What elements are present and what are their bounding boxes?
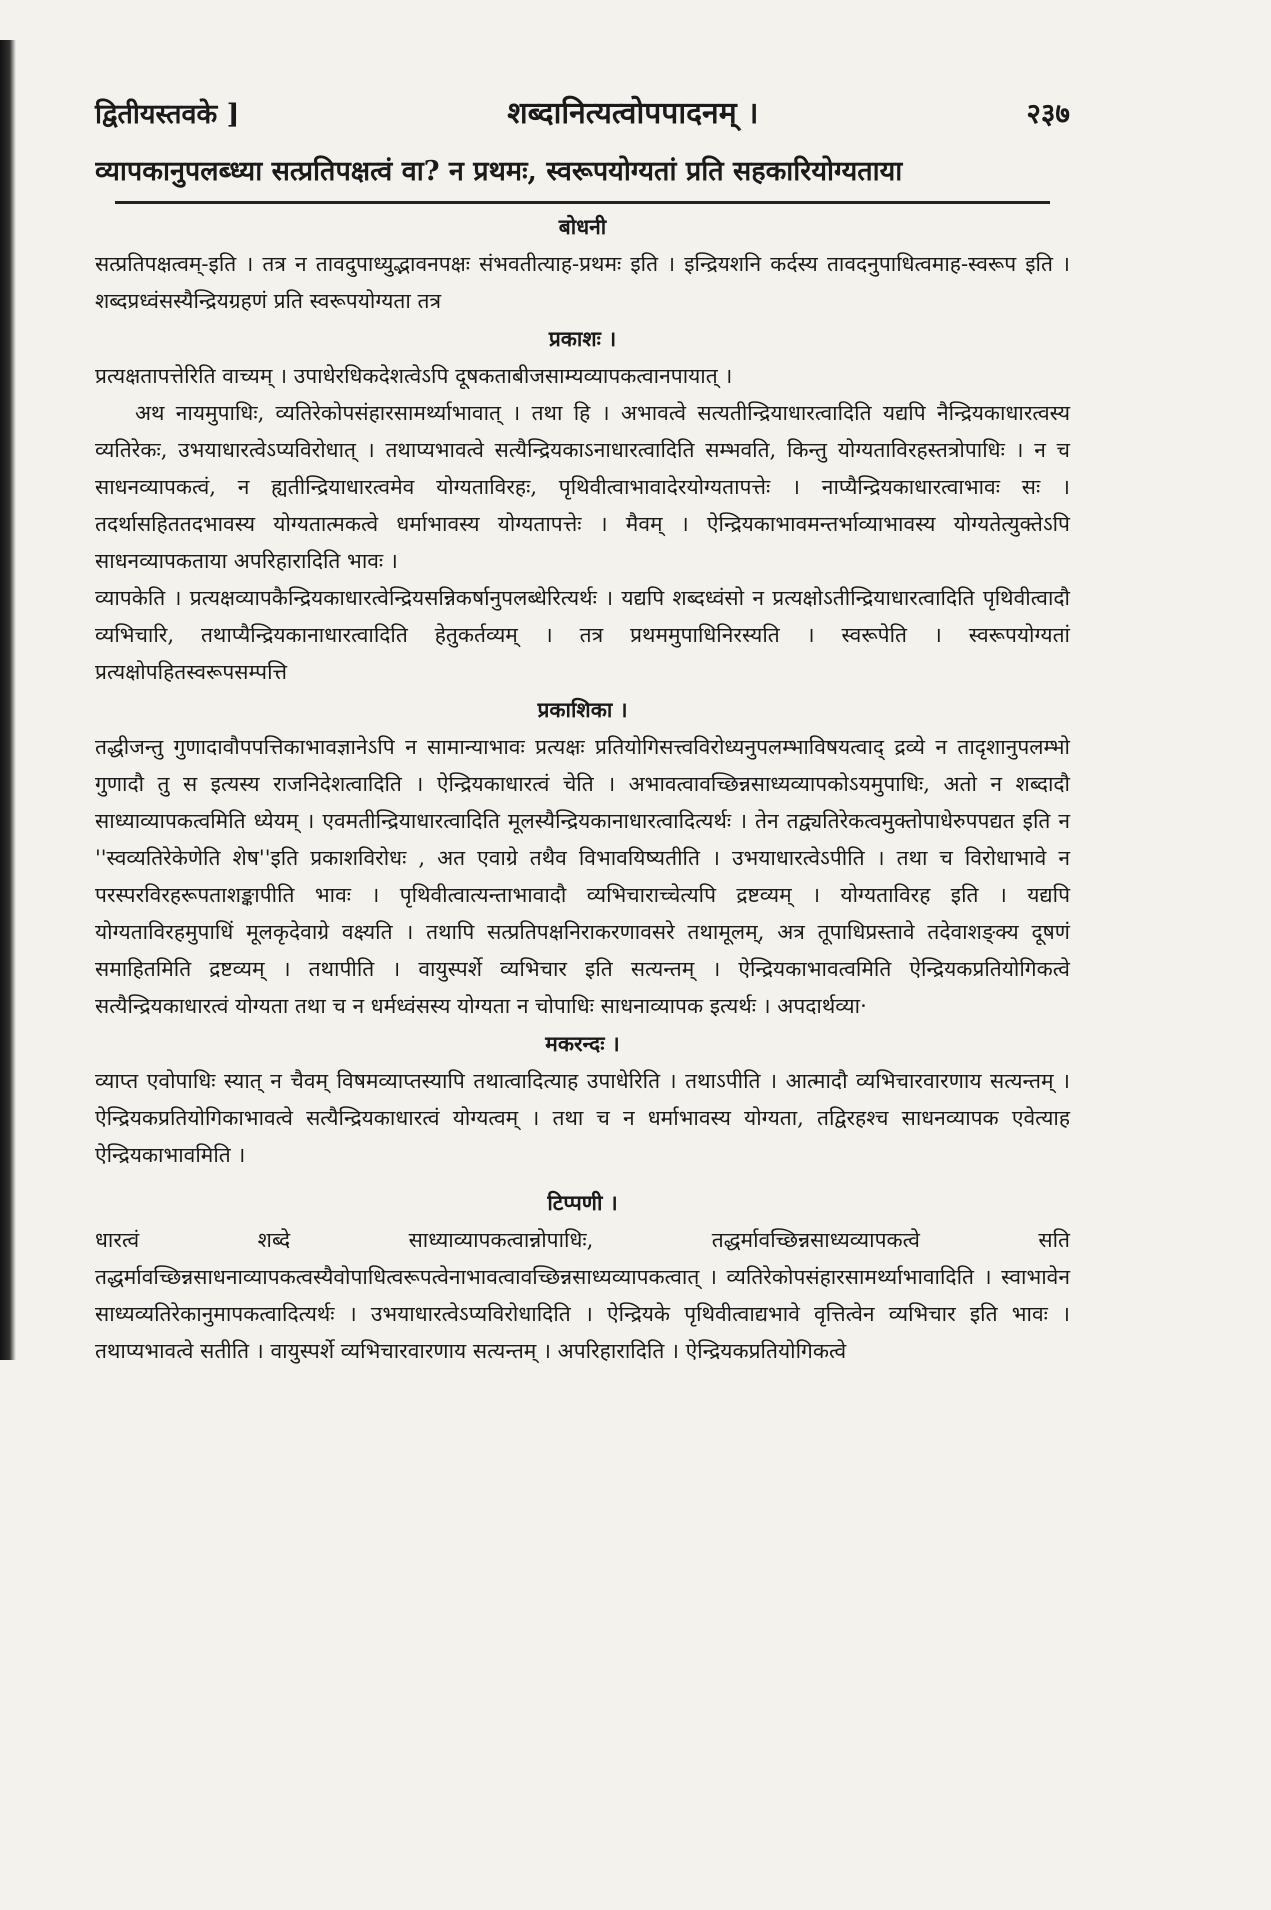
prakashika-paragraph: तद्धीजन्तु गुणादावौपपत्तिकाभावज्ञानेऽपि न सामान्याभावः प्रत्यक्षः प्रतियोगिसत्त्वविरोध्यनुपलम्भाविषयत्वाद् द्रव्ये न तादृशानुपलम्भो गुणादौ तु स इत्यस्य राजनिदेशत्वादिति । ऐन्द्रियकाधारत्वं चेति । अभावत्वावच्छिन्नसाध्यव्यापकोऽयमुपाधिः, अतो न शब्दादौ साध्याव्यापकत्वमिति ध्येयम् । एवमतीन्द्रियाधारत्वादिति मूलस्यैन्द्रियकानाधारत्वादित्यर्थः । तेन तद्व्यतिरेकत्वमुक्तोपाधेरुपपद्यत इति न ''स्वव्यतिरेकेणेति शेष''इति प्रकाशविरोधः , अत एवाग्रे तथैव विभावयिष्यतीति । उभयाधारत्वेऽपीति । तथा च विरोधाभावे न परस्परविरहरूपताशङ्कापीति भावः । पृथिवीत्वात्यन्ताभावादौ व्यभिचाराच्चेत्यपि द्रष्टव्यम् । योग्यताविरह इति । यद्यपि योग्यताविरहमुपाधिं मूलकृदेवाग्रे वक्ष्यति । तथापि सत्प्रतिपक्षनिराकरणावसरे तथामूलम्, अत्र तूपाधिप्रस्तावे तदेवाशङ्क्य दूषणं समाहितमिति द्रष्टव्यम् । तथापीति । वायुस्पर्शे व्यभिचार इति सत्यन्तम् । ऐन्द्रियकाभावत्वमिति ऐन्द्रियकप्रतियोगिकत्वे सत्यैन्द्रियकाधारत्वं योग्यता तथा च न धर्मध्वंसस्य योग्यता न चोपाधिः साधनाव्यापक इत्यर्थः । अपदार्थव्या· — [95, 735, 1070, 1018]
page-number: २३७ — [1026, 97, 1070, 130]
section-title-prakasha: प्रकाशः । — [548, 326, 617, 351]
section-title-bodhani: बोधनी — [558, 214, 607, 239]
section-title-tippani: टिप्पणी । — [547, 1190, 618, 1215]
header-chapter: द्वितीयस्तवके ] — [95, 99, 240, 130]
section-tippani — [95, 1186, 1070, 1370]
section-bodhani — [95, 210, 1070, 320]
tippani-paragraph: धारत्वं शब्दे साध्याव्यापकत्वान्नोपाधिः, तद्धर्मावच्छिन्नसाध्यव्यापकत्वे सति तद्धर्मावच्छिन्नसाधनाव्यापकत्वस्यैवोपाधित्वरूपत्वेनाभावत्वावच्छिन्नसाध्यव्यापकत्वात् । व्यतिरेकोपसंहारसामर्थ्याभावादिति । स्वाभावेन साध्यव्यतिरेकानुमापकत्वादित्यर्थः । उभयाधारत्वेऽप्यविरोधादिति । ऐन्द्रियके पृथिवीत्वाद्यभावे वृत्तित्वेन व्यभिचार इति भावः । तथाप्यभावत्वे सतीति । वायुस्पर्शे व्यभिचारवारणाय सत्यन्तम् । अपरिहारादिति । ऐन्द्रियकप्रतियोगिकत्वे — [95, 1228, 1070, 1363]
prakasha-paragraph-1: प्रत्यक्षतापत्तेरिति वाच्यम् । उपाधेरधिकदेशत्वेऽपि दूषकताबीजसाम्यव्यापकत्वानपायात् । — [95, 364, 733, 388]
section-title-makaranda: मकरन्दः । — [545, 1031, 620, 1056]
bodhani-paragraph: सत्प्रतिपक्षत्वम्-इति । तत्र न तावदुपाध्युद्भावनपक्षः संभवतीत्याह-प्रथमः इति । इन्द्रियशनि कर्दस्य तावदनुपाधित्वमाह-स्वरूप इति । शब्दप्रध्वंसस्यैन्द्रियग्रहणं प्रति स्वरूपयोग्यता तत्र — [95, 252, 1070, 313]
section-title-prakashika: प्रकाशिका । — [537, 697, 628, 722]
header-rule — [115, 201, 1050, 204]
prakasha-paragraph-3: व्यापकेति । प्रत्यक्षव्यापकैन्द्रियकाधारत्वेन्द्रियसन्निकर्षानुपलब्धेरित्यर्थः । यद्यपि शब्दध्वंसो न प्रत्यक्षोऽतीन्द्रियाधारत्वादिति पृथिवीत्वादौ व्यभिचारि, तथाप्यैन्द्रियकानाधारत्वादिति हेतुकर्तव्यम् । तत्र प्रथममुपाधिनिरस्यति । स्वरूपेति । स्वरूपयोग्यतां प्रत्यक्षोपहितस्वरूपसम्पत्ति — [95, 586, 1070, 684]
section-prakashika — [95, 693, 1070, 1025]
prakasha-paragraph-2: अथ नायमुपाधिः, व्यतिरेकोपसंहारसामर्थ्याभावात् । तथा हि । अभावत्वे सत्यतीन्द्रियाधारत्वादिति यद्यपि नैन्द्रियकाधारत्वस्य व्यतिरेकः, उभयाधारत्वेऽप्यविरोधात् । तथाप्यभावत्वे सत्यैन्द्रियकाऽनाधारत्वादिति सम्भवति, किन्तु योग्यताविरहस्तत्रोपाधिः । न च साधनव्यापकत्वं, न ह्यतीन्द्रियाधारत्वमेव योग्यताविरहः, पृथिवीत्वाभावादेरयोग्यतापत्तेः । नाप्यैन्द्रियकाधारत्वाभावः सः । तदर्थासहिततदभावस्य योग्यतात्मकत्वे धर्माभावस्य योग्यतापत्तेः । मैवम् । ऐन्द्रियकाभावमन्तर्भाव्याभावस्य योग्यतेत्युक्तेऽपि साधनव्यापकताया अपरिहारादिति भावः । — [95, 401, 1070, 573]
scan-page-edge — [0, 40, 16, 1360]
book-page — [95, 92, 1070, 1370]
running-header — [95, 92, 1070, 137]
header-title: शब्दानित्यत्वोपपादनम् । — [507, 96, 759, 131]
mula-text-line: व्यापकानुपलब्ध्या सत्प्रतिपक्षत्वं वा? न प्रथमः, स्वरूपयोग्यतां प्रति सहकारियोग्यताया — [95, 156, 903, 187]
makaranda-paragraph: व्याप्त एवोपाधिः स्यात् न चैवम् विषमव्याप्तस्यापि तथात्वादित्याह उपाधेरिति । तथाऽपीति । आत्मादौ व्यभिचारवारणाय सत्यन्तम् । ऐन्द्रियकप्रतियोगिकाभावत्वे सत्यैन्द्रियकाधारत्वं योग्यत्वम् । तथा च न धर्माभावस्य योग्यता, तद्विरहश्च साधनव्यापक एवेत्याह ऐन्द्रियकाभावमिति । — [95, 1069, 1070, 1167]
section-makaranda — [95, 1027, 1070, 1174]
section-prakasha — [95, 322, 1070, 691]
